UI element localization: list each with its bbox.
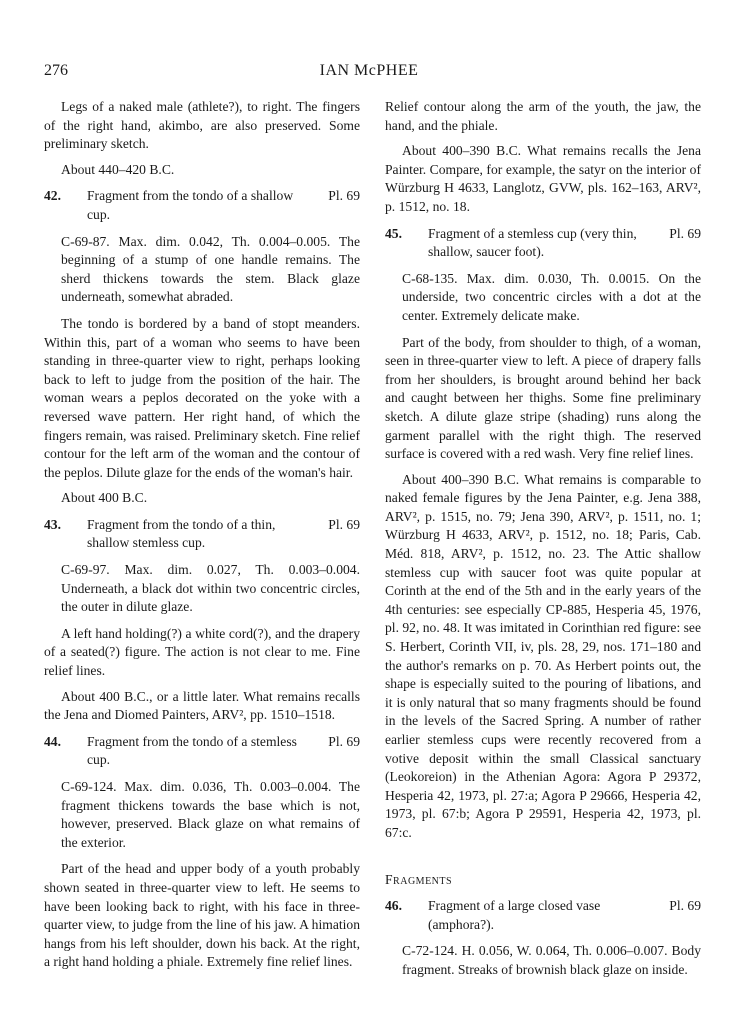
entry-number: 44. xyxy=(44,733,61,749)
catalogue-entry-45 xyxy=(385,225,701,262)
entry-title: Fragment of a stemless cup (very thin, shallow, saucer foot). xyxy=(428,225,637,260)
plate-reference: Pl. 69 xyxy=(328,733,360,749)
entry-metadata: C-68-135. Max. dim. 0.030, Th. 0.0015. On the underside, two concentric circles with a dot at the center. Extremely delicate make. xyxy=(402,270,701,323)
left-column xyxy=(44,98,360,979)
running-title: IAN McPHEE xyxy=(319,62,419,79)
entry-number: 46. xyxy=(385,898,402,914)
entry-description: Part of the body, from shoulder to thigh, of a woman, seen in three-quarter view to left. A piece of drapery falls from her shoulders, is brought around behind her back and caught between her thighs. Some fine preliminary sketch. A dilute glaze stripe (shading) runs along the garment parallel with the right thigh. The reserved surface is covered with a red wash. Very fine relief lines. xyxy=(385,334,701,462)
right-column xyxy=(385,98,701,988)
entry-metadata: C-69-97. Max. dim. 0.027, Th. 0.003–0.004. Underneath, a black dot within two concentric circles, the outer in dilute glaze. xyxy=(61,562,360,615)
entry-date: About 400 B.C. xyxy=(61,490,148,506)
entry-metadata: C-72-124. H. 0.056, W. 0.064, Th. 0.006–0.007. Body fragment. Streaks of brownish black glaze on inside. xyxy=(402,943,701,977)
entry-date: About 400 B.C., or a little later. What remains recalls the Jena and Diomed Painters, ARV², pp. 1510–1518. xyxy=(44,688,360,723)
entry-description: A left hand holding(?) a white cord(?), and the drapery of a seated(?) figure. The action is not clear to me. Fine relief lines. xyxy=(44,625,360,679)
entry-metadata: C-69-124. Max. dim. 0.036, Th. 0.003–0.004. The fragment thickens towards the base which is not, however, preserved. Black glaze on what remains of the exterior. xyxy=(61,779,360,850)
entry-description: Part of the head and upper body of a youth probably shown seated in three-quarter view to left. He seems to have been looking back to right, with his face in three-quarter view, to judge from the line of his jaw. A himation hangs from his left shoulder, down his back. At the right, a right hand holding a phiale. Extremely fine relief lines. xyxy=(44,861,360,970)
entry-title: Fragment from the tondo of a stemless cup. xyxy=(87,733,297,768)
catalogue-entry-43 xyxy=(44,516,360,553)
entry-number: 42. xyxy=(44,188,61,204)
intro-date: About 440–420 B.C. xyxy=(61,161,175,177)
entry-number: 43. xyxy=(44,516,61,532)
catalogue-entry-46 xyxy=(385,897,701,934)
plate-reference: Pl. 69 xyxy=(669,898,701,914)
intro-paragraph: Legs of a naked male (athlete?), to right. The fingers of the right hand, akimbo, are also preserved. Some preliminary sketch. xyxy=(44,99,360,152)
plate-reference: Pl. 69 xyxy=(669,225,701,241)
page-number: 276 xyxy=(44,62,68,79)
entry-metadata: C-69-87. Max. dim. 0.042, Th. 0.004–0.005. The beginning of a stump of one handle remains. The sherd thickens towards the stem. Black glaze underneath, somewhat abraded. xyxy=(61,233,360,305)
page-header xyxy=(0,62,738,86)
section-heading: Fragments xyxy=(385,871,453,887)
plate-reference: Pl. 69 xyxy=(328,516,360,532)
plate-reference: Pl. 69 xyxy=(328,188,360,204)
entry-description: The tondo is bordered by a band of stopt meanders. Within this, part of a woman who seems to have been standing in three-quarter view to right, perhaps looking back to left to judge from the position of the hair. The woman wears a peplos decorated on the yoke with a reversed wave pattern. Her right hand, of which the fingers remain, was raised. Preliminary sketch. Fine relief contour for the left arm of the woman and the contour of the peplos. Dilute glaze for the ends of the woman's hair. xyxy=(44,315,360,480)
catalogue-entry-42 xyxy=(44,187,360,224)
entry-discussion: About 400–390 B.C. What remains is comparable to naked female figures by the Jena Painter, e.g. Jena 388, ARV², p. 1515, no. 79; Jena 390, ARV², p. 1511, no. 1; Würzburg H 4633, ARV², p. 1512, no. 18; Paris, Cab. Méd. 818, ARV², p. 1512, no. 23. The Attic shallow stemless cup with saucer foot was quite popular at Corinth at the end of the 5th and in the early years of the 4th centuries: see especially CP-885, Hesperia 45, 1976, pl. 92, no. 48. It was imitated in Corinthian red figure: see S. Herbert, Corinth VII, iv, pls. 28, 29, nos. 171–180 and the author's remarks on p. 70. As Herbert points out, the shape is especially suited to the pouring of libations, and it is only natural that so many fragments should be found in the levels of the Sacred Spring. A number of rather earlier stemless cups were recently recovered from a votive deposit within the small Classical sanctuary (Leokoreion) in the Athenian Agora: Agora P 29372, Hesperia 42, 1973, pl. 27:a; Agora P 29666, Hesperia 42, 1973, pl. 67:b; Agora P 29591, Hesperia 42, 1973, pl. 67:c. xyxy=(385,471,701,840)
entry-title: Fragment of a large closed vase (amphora?). xyxy=(428,898,601,932)
entry-title: Fragment from the tondo of a shallow cup. xyxy=(87,188,294,222)
continued-date: About 400–390 B.C. What remains recalls the Jena Painter. Compare, for example, the satyr on the interior of Würzburg H 4633, Langlotz, GVW, pls. 162–163, ARV², p. 1512, no. 18. xyxy=(385,143,701,214)
entry-title: Fragment from the tondo of a thin, shallow stemless cup. xyxy=(87,516,276,551)
entry-number: 45. xyxy=(385,225,402,241)
catalogue-entry-44 xyxy=(44,733,360,770)
continued-paragraph: Relief contour along the arm of the youth, the jaw, the hand, and the phiale. xyxy=(385,99,701,133)
